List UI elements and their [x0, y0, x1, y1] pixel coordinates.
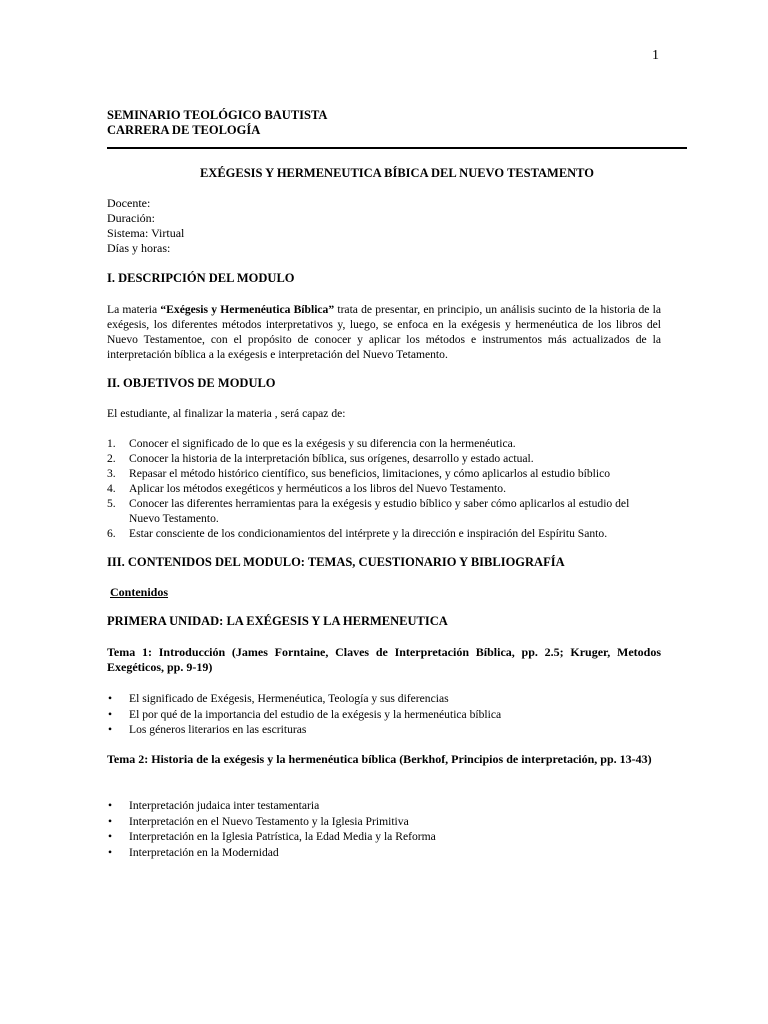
objective-item: 6. Estar consciente de los condicionamientos del intérprete y la dirección e inspiración del Espíritu Santo.: [107, 527, 608, 540]
objective-item: 5. Conocer las diferentes herramientas para la exégesis y estudio bíblico y saber cómo aplicarlos al estudio del Nuevo Testamento.: [107, 497, 630, 525]
subheading-contenidos: Contenidos: [110, 585, 169, 599]
unit-heading-1: PRIMERA UNIDAD: LA EXÉGESIS Y LA HERMENEUTICA: [107, 614, 448, 628]
section-heading-descripcion: I. DESCRIPCIÓN DEL MODULO: [107, 271, 295, 285]
institution-name: SEMINARIO TEOLÓGICO BAUTISTA: [107, 108, 328, 122]
tema1-heading: Tema 1: Introducción (James Forntaine, Claves de Interpretación Bíblica, pp. 2.5; Kruger, Metodos Exegéticos, pp. 9-19): [107, 645, 661, 674]
institution-header: [107, 108, 327, 138]
bullet-icon: •: [108, 830, 113, 843]
bullet-item: • Interpretación en la Modernidad: [108, 845, 279, 859]
meta-dias-horas: Días y horas:: [107, 241, 171, 255]
page-number: 1: [652, 48, 659, 63]
objective-item: 4. Aplicar los métodos exegéticos y herméuticos a los libros del Nuevo Testamento.: [107, 482, 506, 495]
bullet-item: • Interpretación judaica inter testamentaria: [108, 799, 320, 812]
bullet-icon: •: [108, 799, 113, 812]
description-text-start: La materia: [107, 303, 161, 316]
bullet-item: • El significado de Exégesis, Hermenéutica, Teología y sus diferencias: [108, 692, 449, 705]
bullet-icon: •: [108, 845, 113, 859]
tema2-heading: Tema 2: Historia de la exégesis y la hermenéutica bíblica (Berkhof, Principios de interpretación, pp. 13-43): [107, 752, 652, 766]
bullet-icon: •: [108, 723, 113, 736]
document-title: EXÉGESIS Y HERMENEUTICA BÍBICA DEL NUEVO TESTAMENTO: [199, 166, 595, 180]
meta-docente: Docente:: [107, 196, 151, 210]
description-paragraph: [107, 302, 661, 362]
bullet-item: • Interpretación en el Nuevo Testamento y la Iglesia Primitiva: [108, 814, 409, 828]
tema2-bullet-list: [107, 798, 667, 860]
objective-item: 3. Repasar el método histórico científico, sus beneficios, limitaciones, y cómo aplicarlos al estudio bíblico: [107, 467, 611, 480]
program-name: CARRERA DE TEOLOGÍA: [107, 123, 261, 137]
course-meta: [107, 196, 184, 256]
bullet-icon: •: [108, 814, 113, 828]
meta-sistema: Sistema: Virtual: [107, 226, 185, 240]
section-heading-contenidos: III. CONTENIDOS DEL MODULO: TEMAS, CUESTIONARIO Y BIBLIOGRAFÍA: [107, 555, 565, 569]
meta-duracion: Duración:: [107, 211, 155, 225]
course-name-bold: “Exégesis y Hermenéutica Bíblica”: [160, 303, 335, 316]
bullet-item: • Interpretación en la Iglesia Patrística, la Edad Media y la Reforma: [108, 830, 436, 843]
description-text-rest: trata de presentar, en principio, un análisis sucinto de la historia de la exégesis, los diferentes métodos interpretativos y, luego, se enfoca en la exégesis y hermenéutica de los libros del Nuevo Testamentoe, con el propósito de conocer y aplicar los métodos e instrumentos más actualizados de la interpretación bíblica a la exégesis e interpretación del Nuevo Tetamento.: [107, 303, 661, 361]
bullet-icon: •: [108, 707, 113, 721]
bullet-item: • Los géneros literarios en las escrituras: [108, 723, 307, 736]
objective-item: 2. Conocer la historia de la interpretación bíblica, sus orígenes, desarrollo y estado actual.: [107, 452, 534, 465]
header-divider: [107, 147, 687, 149]
objectives-intro: El estudiante, al finalizar la materia , será capaz de:: [107, 407, 346, 420]
section-heading-objetivos: II. OBJETIVOS DE MODULO: [107, 376, 276, 390]
objectives-list: [107, 436, 667, 541]
bullet-item: • El por qué de la importancia del estudio de la exégesis y la hermenéutica bíblica: [108, 707, 502, 721]
tema1-bullet-list: [107, 691, 667, 738]
bullet-icon: •: [108, 692, 113, 705]
objective-item: 1. Conocer el significado de lo que es la exégesis y su diferencia con la hermenéutica.: [107, 437, 516, 450]
